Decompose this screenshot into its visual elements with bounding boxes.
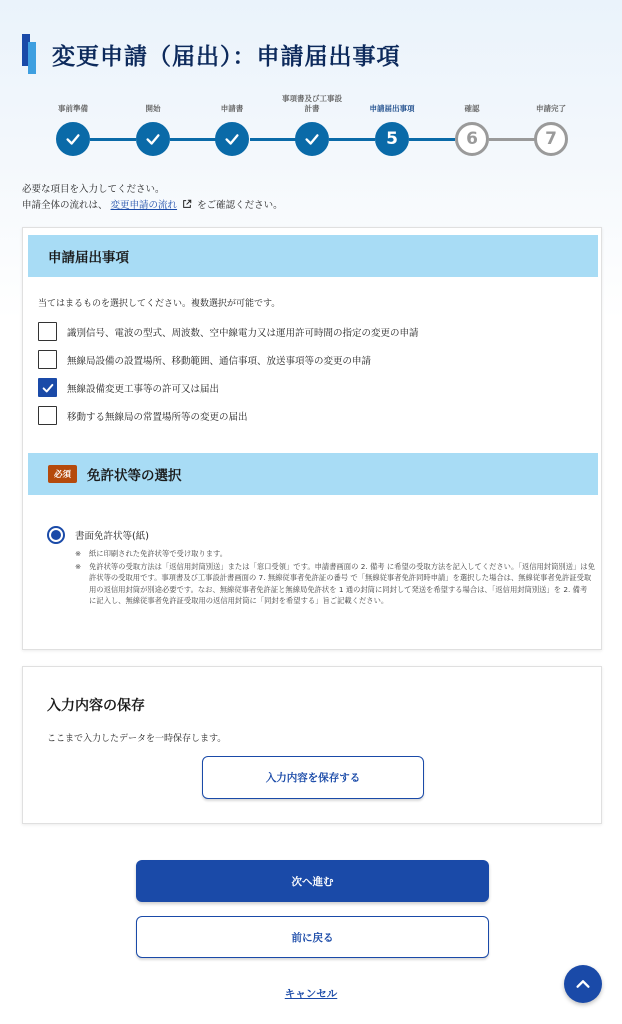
progress-stepper (0, 92, 622, 162)
note-mark: ※ (75, 561, 82, 571)
intro-line-1: 必要な項目を入力してください。 (22, 184, 165, 195)
note-text: 免許状等の受取方法は「返信用封筒別送」または「窓口受領」です。申請書画面の 2. 備考 に希望の受取方法を記入してください。「返信用封筒別送」は免許状等の受取用です。事項書及び工事設計書画面の 7. 無線従事者免許証の番号 で「無線従事者免許同時申請」を選択した場合は、無線従事者免許証受取用の返信用封筒が別途必要です。なお、無線従事者免許証と無線局免許状を 1 通の封筒に同封して発送を希望する場合は、「返信用封筒別送」を 2. 備考 に記入し、無線従事者免許証受取用の返信用封筒に「同封を希望する」旨ご記載ください。 (89, 561, 595, 606)
flow-link[interactable]: 変更申請の流れ (110, 200, 178, 211)
section-header-application-items (28, 235, 598, 277)
page-title (22, 34, 401, 74)
step-6-todo: 6 (455, 122, 489, 156)
next-button[interactable]: 次へ進む (136, 860, 489, 902)
checkbox[interactable] (38, 350, 57, 369)
step-connector (250, 138, 296, 141)
save-description: ここまで入力したデータを一時保存します。 (47, 734, 227, 744)
step-label-6: 確認 (464, 104, 480, 113)
save-title: 入力内容の保存 (47, 698, 145, 714)
step-label-2: 開始 (145, 104, 161, 113)
required-badge: 必須 (48, 465, 77, 483)
checkbox-label: 移動する無線局の常置場所等の変更の届出 (67, 411, 248, 423)
step-1-check-icon (56, 122, 90, 156)
step-5-current: 5 (375, 122, 409, 156)
section-title: 免許状等の選択 (87, 468, 182, 484)
intro-text (22, 182, 283, 214)
check-icon (41, 381, 55, 395)
back-button[interactable]: 前に戻る (136, 916, 489, 958)
note-text: 紙に印刷された免許状等で受け取ります。 (89, 549, 228, 558)
chevron-up-icon (574, 975, 592, 993)
cancel-link[interactable]: キャンセル (284, 988, 338, 1000)
radio-dot (51, 530, 61, 540)
step-4-check-icon (295, 122, 329, 156)
radio-selected[interactable] (47, 526, 65, 544)
step-label-7: 申請完了 (536, 104, 566, 113)
step-2-check-icon (136, 122, 170, 156)
title-accent-bar (22, 34, 36, 74)
scroll-to-top-button[interactable] (564, 965, 602, 1003)
intro-prefix: 申請全体の流れは、 (22, 200, 108, 211)
checkbox[interactable] (38, 406, 57, 425)
checkbox-checked[interactable] (38, 378, 57, 397)
radio-option-paper-license[interactable] (47, 526, 149, 544)
section-title: 申請届出事項 (48, 250, 129, 266)
step-label-4: 事項書及び工事設計書 (282, 94, 342, 113)
step-label-3: 申請書 (220, 104, 244, 113)
step-7-todo: 7 (534, 122, 568, 156)
selection-hint: 当てはまるものを選択してください。複数選択が可能です。 (38, 299, 281, 309)
note-item (75, 548, 595, 560)
checkbox-label: 無線設備変更工事等の許可又は届出 (67, 383, 220, 395)
license-notes (75, 548, 595, 608)
page-heading: 変更申請（届出）：申請届出事項 (52, 43, 401, 70)
step-label-1: 事前準備 (58, 104, 88, 113)
step-3-check-icon (215, 122, 249, 156)
checkbox-option-1[interactable] (38, 322, 419, 341)
checkbox-option-4[interactable] (38, 406, 248, 425)
application-card (22, 227, 602, 650)
step-connector (489, 138, 535, 141)
intro-suffix: をご確認ください。 (197, 200, 283, 211)
checkbox-label: 無線局設備の設置場所、移動範囲、通信事項、放送事項等の変更の申請 (67, 355, 372, 367)
step-connector (409, 138, 455, 141)
radio-label: 書面免許状等(紙) (75, 531, 149, 542)
checkbox-label: 識別信号、電波の型式、周波数、空中線電力又は運用許可時間の指定の変更の申請 (67, 327, 419, 339)
note-mark: ※ (75, 549, 82, 558)
section-header-license-selection (28, 453, 598, 495)
checkbox-option-3[interactable] (38, 378, 219, 397)
step-connector (90, 138, 136, 141)
note-item (75, 561, 595, 607)
intro-line-2 (22, 198, 283, 214)
step-label-5: 申請届出事項 (369, 104, 415, 113)
external-link-icon (182, 199, 192, 209)
step-connector (170, 138, 216, 141)
checkbox-option-2[interactable] (38, 350, 371, 369)
save-button[interactable]: 入力内容を保存する (202, 756, 424, 799)
step-connector (329, 138, 375, 141)
save-card (22, 666, 602, 824)
checkbox[interactable] (38, 322, 57, 341)
